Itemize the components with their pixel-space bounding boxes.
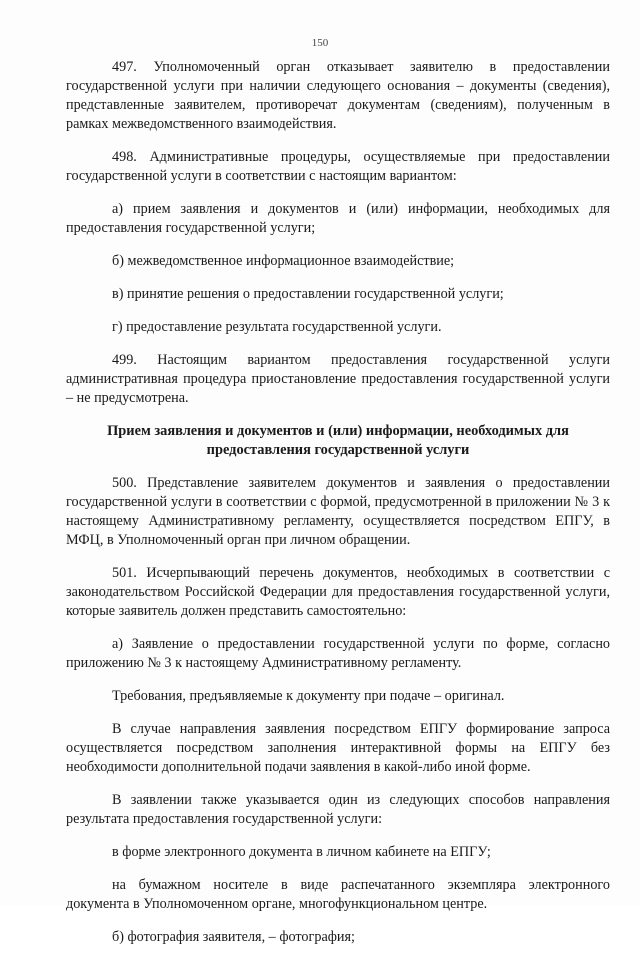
paragraph-501: 501. Исчерпывающий перечень документов, необходимых в соответствии с законодательством Российской Федерации для предоставления государственной услуги, которые заявитель должен представить самостоятельно: bbox=[66, 565, 610, 619]
list-item-b: б) межведомственное информационное взаимодействие; bbox=[112, 253, 455, 269]
section-heading: Прием заявления и документов и (или) информации, необходимых для предоставления государственной услуги bbox=[107, 423, 569, 458]
paragraph-498: 498. Административные процедуры, осуществляемые при предоставлении государственной услуги в соответствии с настоящим вариантом: bbox=[66, 149, 610, 184]
delivery-method-paragraph: В заявлении также указывается один из следующих способов направления результата предоставления государственной услуги: bbox=[66, 792, 610, 827]
list-item-a: а) прием заявления и документов и (или) информации, необходимых для предоставления государственной услуги; bbox=[66, 201, 610, 236]
delivery-option-electronic: в форме электронного документа в личном кабинете на ЕПГУ; bbox=[112, 844, 491, 860]
paragraph-500: 500. Представление заявителем документов и заявления о предоставлении государственной услуги в соответствии с формой, предусмотренной в приложении № 3 к настоящему Административному регламенту, осуществляется посредством ЕПГУ, в МФЦ, в Уполномоченный орган при личном обращении. bbox=[66, 475, 610, 548]
list-item-application: а) Заявление о предоставлении государственной услуги по форме, согласно приложению № 3 к настоящему Административному регламенту. bbox=[66, 636, 610, 671]
epgu-paragraph: В случае направления заявления посредством ЕПГУ формирование запроса осуществляется посредством заполнения интерактивной формы на ЕПГУ без необходимости дополнительной подачи заявления в какой-либо иной форме. bbox=[66, 721, 610, 775]
page-number: 150 bbox=[311, 37, 329, 49]
page-content bbox=[66, 58, 610, 961]
requirements-text: Требования, предъявляемые к документу при подаче – оригинал. bbox=[112, 688, 505, 704]
list-item-photo: б) фотография заявителя, – фотография; bbox=[112, 929, 355, 945]
list-item-v: в) принятие решения о предоставлении государственной услуги; bbox=[112, 286, 504, 302]
delivery-option-paper: на бумажном носителе в виде распечатанного экземпляра электронного документа в Уполномоченном органе, многофункциональном центре. bbox=[66, 877, 610, 912]
paragraph-497: 497. Уполномоченный орган отказывает заявителю в предоставлении государственной услуги при наличии следующего основания – документы (сведения), представленные заявителем, противоречат документам (сведениям), полученным в рамках межведомственного взаимодействия. bbox=[66, 59, 610, 132]
list-item-g: г) предоставление результата государственной услуги. bbox=[112, 319, 442, 335]
paragraph-499: 499. Настоящим вариантом предоставления государственной услуги административная процедура приостановление предоставления государственной услуги – не предусмотрена. bbox=[66, 352, 610, 406]
